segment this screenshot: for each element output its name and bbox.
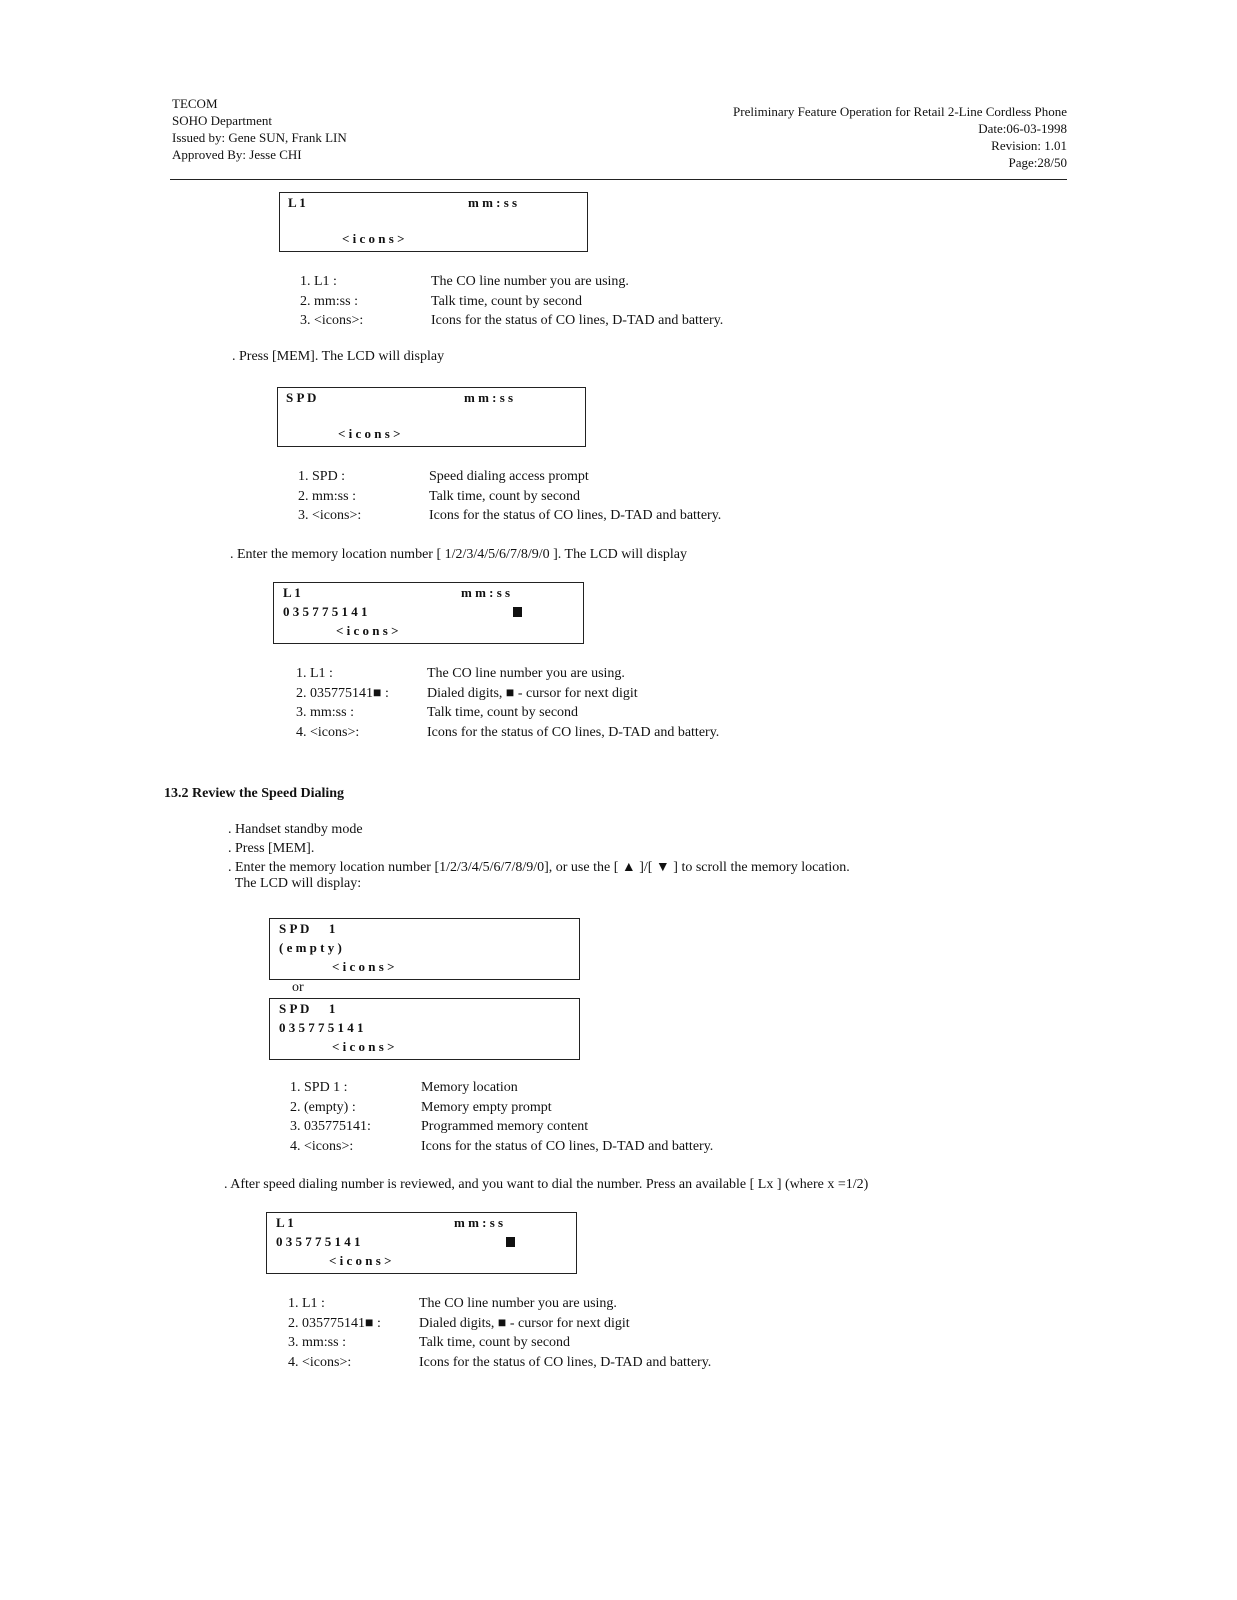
lcd-timer: m m : s s xyxy=(464,390,514,405)
lcd-digits: 0 3 5 7 7 5 1 4 1 xyxy=(279,1020,364,1035)
lcd-review-full-display xyxy=(269,998,580,1060)
paragraph-after-review: . After speed dialing number is reviewed, and you want to dial the number. Press an available [ Lx ] (where x =1/2) xyxy=(224,1177,869,1192)
lcd-digits: 0 3 5 7 7 5 1 4 1 xyxy=(276,1234,361,1249)
lcd-review-empty-display xyxy=(269,918,580,980)
description-list-4 xyxy=(290,1078,713,1156)
list-item: 3. 035775141: Programmed memory content xyxy=(290,1119,589,1134)
list-item: 4. <icons>: Icons for the status of CO lines, D-TAD and battery. xyxy=(290,1138,714,1154)
list-item: 1. SPD : Speed dialing access prompt xyxy=(298,469,589,484)
lcd-spd-label: S P D xyxy=(286,390,317,405)
paragraph-press-mem: . Press [MEM]. The LCD will display xyxy=(232,349,445,364)
header-rule xyxy=(170,179,1067,180)
document-date: Date:06-03-1998 xyxy=(978,121,1067,136)
lcd-timer: m m : s s xyxy=(454,1215,504,1230)
description-list-3 xyxy=(296,664,719,742)
lcd-icons: < i c o n s > xyxy=(338,426,401,441)
list-item: 2. mm:ss : Talk time, count by second xyxy=(298,488,581,504)
list-item: 1. L1 : The CO line number you are using. xyxy=(296,666,625,681)
description-list-2 xyxy=(298,467,721,526)
lcd-icons: < i c o n s > xyxy=(332,959,395,974)
document-revision: Revision: 1.01 xyxy=(991,138,1067,153)
header-right xyxy=(733,103,1067,171)
lcd-cursor xyxy=(513,607,522,617)
lcd-icons: < i c o n s > xyxy=(332,1039,395,1054)
lcd-line-label: L 1 xyxy=(288,195,306,210)
or-label: or xyxy=(292,980,304,995)
lcd-icons: < i c o n s > xyxy=(342,231,405,246)
list-item: 3. mm:ss : Talk time, count by second xyxy=(296,705,579,720)
paragraph-enter-location: . Enter the memory location number [ 1/2/3/4/5/6/7/8/9/0 ]. The LCD will display xyxy=(230,547,688,562)
company-name: TECOM xyxy=(172,96,218,111)
lcd-timer: m m : s s xyxy=(461,585,511,600)
list-item: 3. <icons>: Icons for the status of CO lines, D-TAD and battery. xyxy=(298,508,722,523)
list-item: 4. <icons>: Icons for the status of CO lines, D-TAD and battery. xyxy=(288,1354,712,1370)
description-list-1 xyxy=(300,272,723,331)
document-title: Preliminary Feature Operation for Retail 2-Line Cordless Phone xyxy=(733,104,1067,119)
department: SOHO Department xyxy=(172,113,273,128)
list-item: 3. <icons>: Icons for the status of CO lines, D-TAD and battery. xyxy=(300,313,724,328)
lcd-line-label: L 1 xyxy=(283,585,301,600)
step-item: . Press [MEM]. xyxy=(228,841,315,856)
lcd-timer: m m : s s xyxy=(468,195,518,210)
header-left xyxy=(172,95,347,163)
list-item: 1. L1 : The CO line number you are using. xyxy=(300,274,629,289)
list-item: 4. <icons>: Icons for the status of CO lines, D-TAD and battery. xyxy=(296,724,720,740)
lcd-dial-display xyxy=(273,582,584,644)
section-heading: 13.2 Review the Speed Dialing xyxy=(164,786,345,801)
list-item: 1. SPD 1 : Memory location xyxy=(290,1080,518,1095)
page-number: Page:28/50 xyxy=(1008,155,1067,170)
approved-by: Approved By: Jesse CHI xyxy=(172,147,302,162)
list-item: 1. L1 : The CO line number you are using. xyxy=(288,1296,617,1311)
lcd-spd-display xyxy=(277,387,586,447)
step-item: The LCD will display: xyxy=(228,876,362,891)
lcd-line-label: L 1 xyxy=(276,1215,294,1230)
list-item: 3. mm:ss : Talk time, count by second xyxy=(288,1335,571,1350)
lcd-empty-prompt: ( e m p t y ) xyxy=(279,940,342,955)
list-item: 2. 035775141■ : Dialed digits, ■ - cursor for next digit xyxy=(296,685,638,701)
lcd-digits: 0 3 5 7 7 5 1 4 1 xyxy=(283,604,368,619)
lcd-cursor xyxy=(506,1237,515,1247)
description-list-5 xyxy=(288,1294,711,1372)
steps-list xyxy=(228,822,850,892)
lcd-memory-location: S P D 1 xyxy=(279,921,336,936)
issued-by: Issued by: Gene SUN, Frank LIN xyxy=(172,130,347,145)
lcd-talk-display xyxy=(279,192,588,252)
list-item: 2. (empty) : Memory empty prompt xyxy=(290,1099,552,1115)
step-item: . Enter the memory location number [1/2/3/4/5/6/7/8/9/0], or use the [ ▲ ]/[ ▼ ] to scroll the memory location. xyxy=(228,860,850,875)
lcd-icons: < i c o n s > xyxy=(336,623,399,638)
lcd-dial-display-2 xyxy=(266,1212,577,1274)
lcd-icons: < i c o n s > xyxy=(329,1253,392,1268)
list-item: 2. 035775141■ : Dialed digits, ■ - cursor for next digit xyxy=(288,1315,630,1331)
lcd-memory-location: S P D 1 xyxy=(279,1001,336,1016)
list-item: 2. mm:ss : Talk time, count by second xyxy=(300,293,583,309)
step-item: . Handset standby mode xyxy=(228,822,363,837)
